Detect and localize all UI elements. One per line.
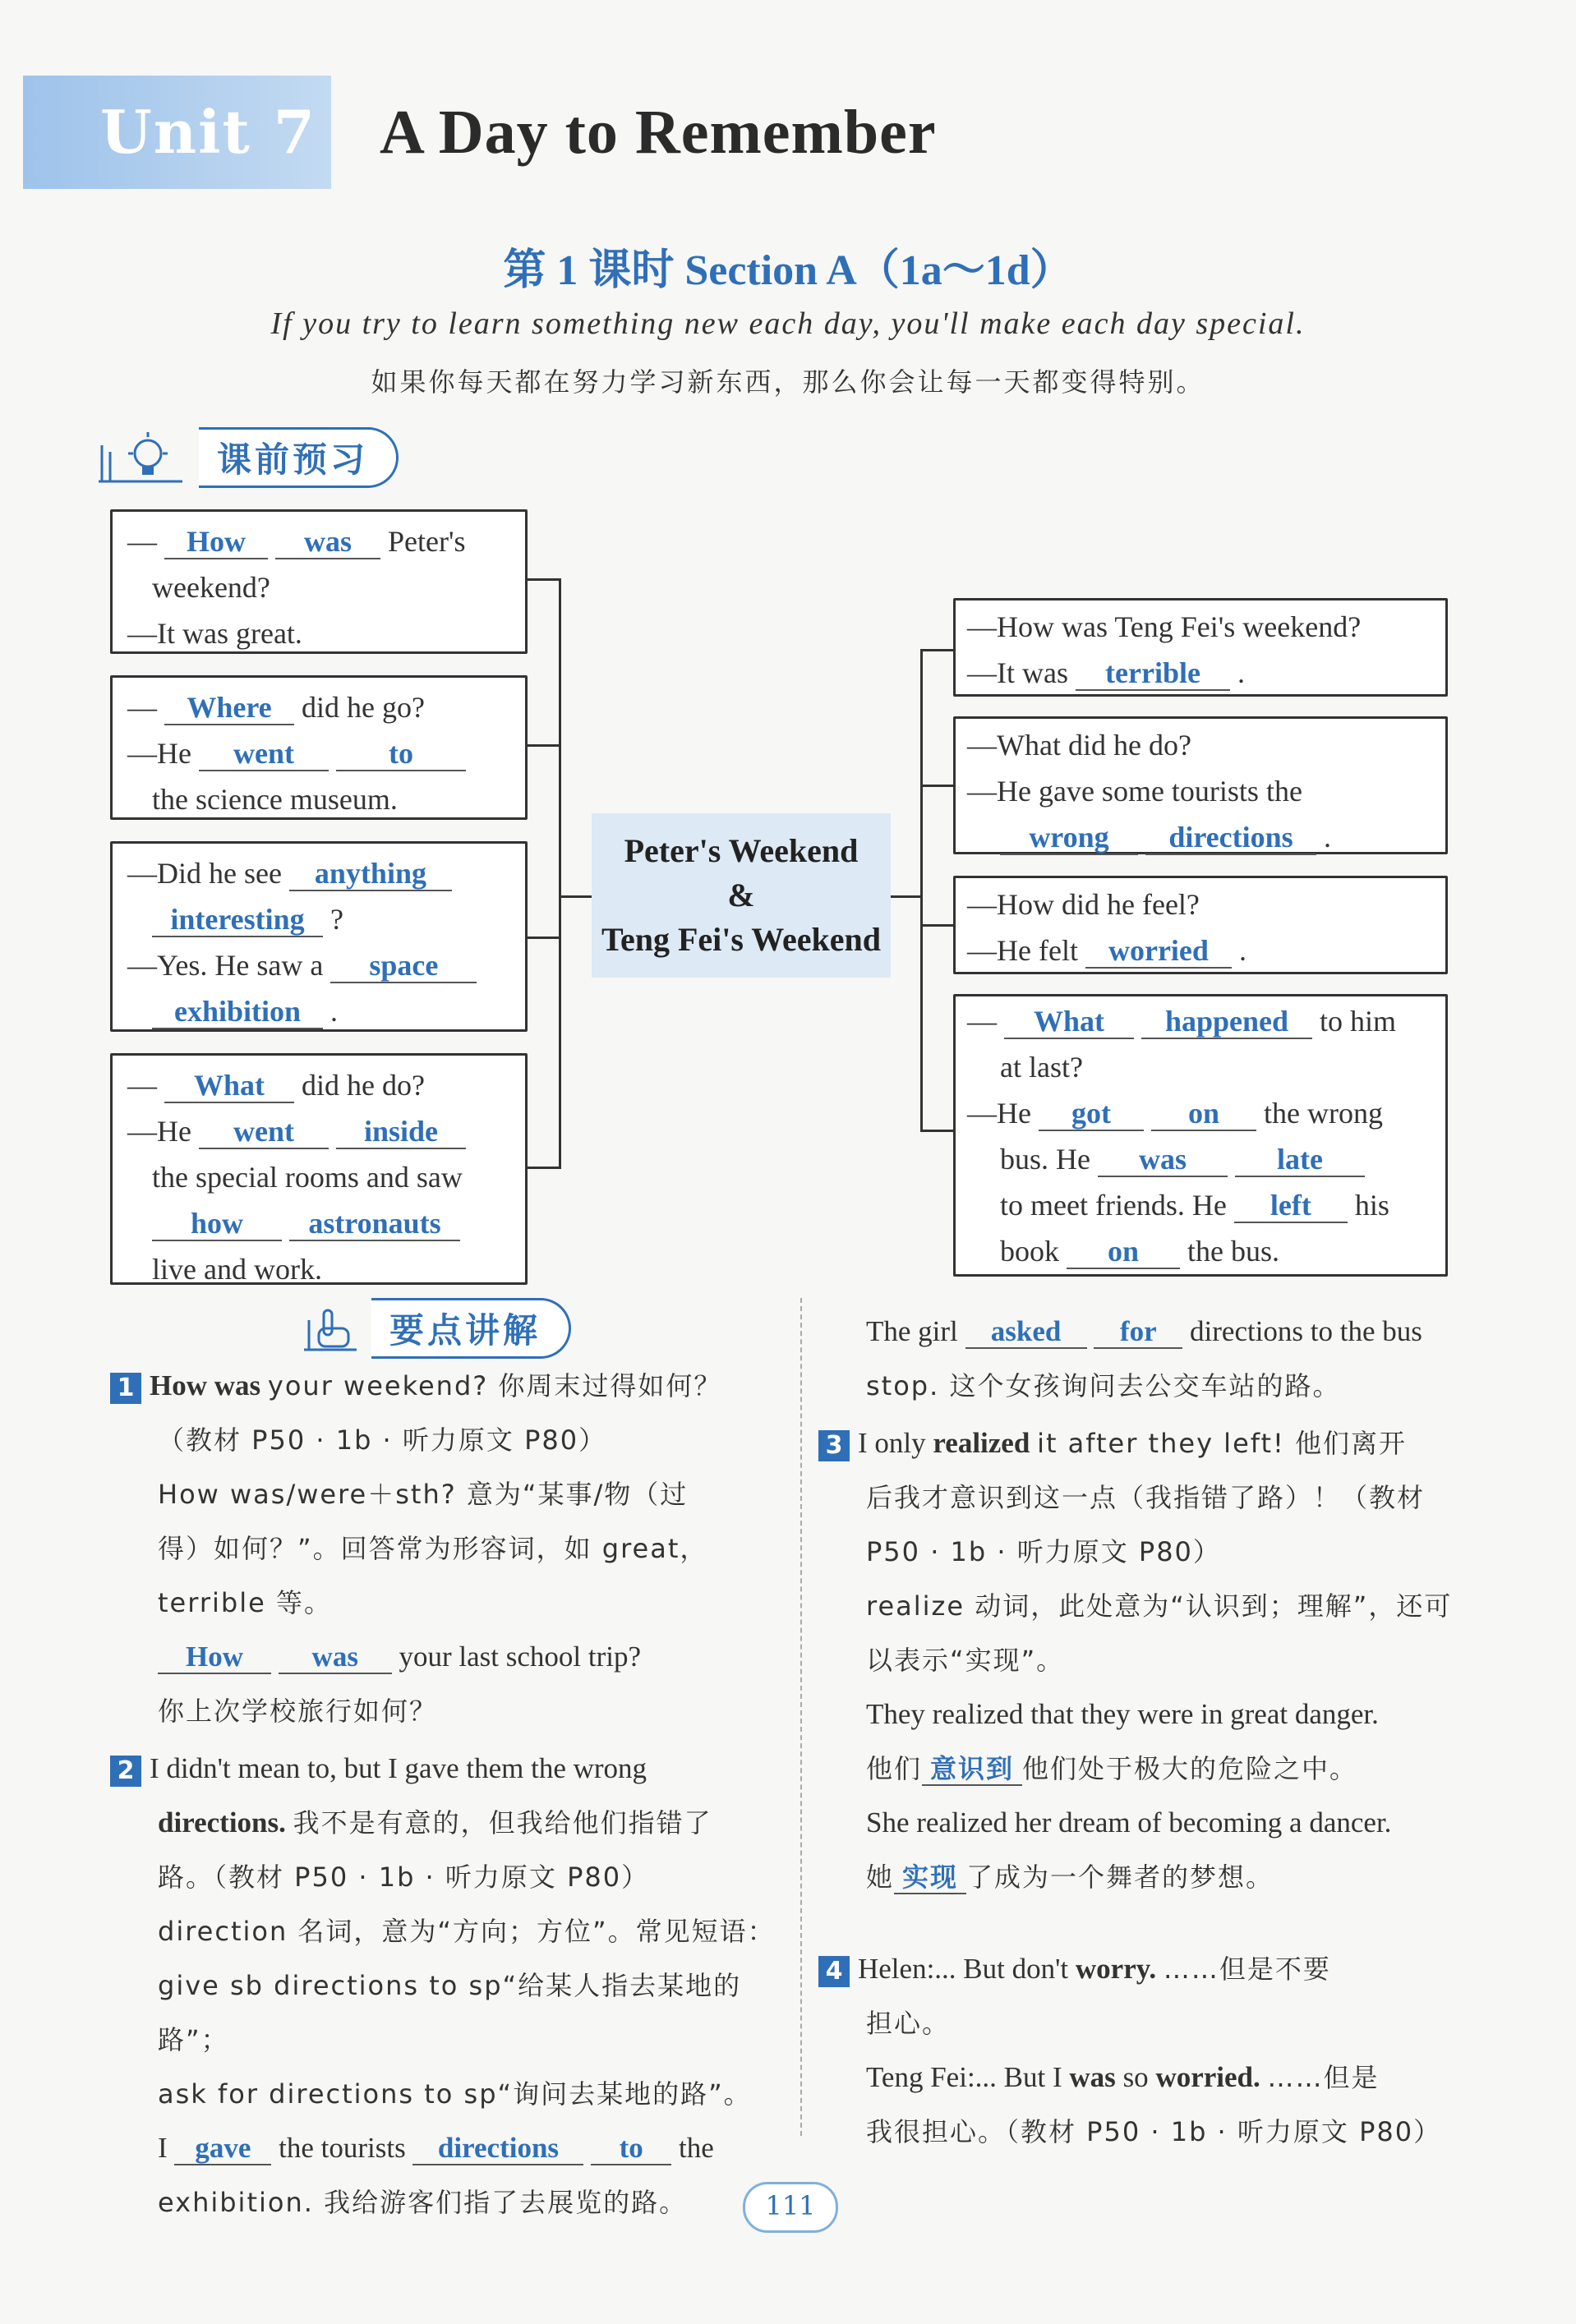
point-number-4: 4 [818, 1956, 850, 1987]
answer-blank: to [591, 2133, 671, 2165]
box-text: the science museum. [152, 783, 398, 816]
center-ampersand: & [727, 877, 755, 913]
box-text: to him [1320, 1005, 1397, 1038]
answer-blank: was [1098, 1144, 1228, 1177]
point-text: I didn't mean to, but I gave them the wrong [150, 1752, 647, 1784]
point-text: 了成为一个舞者的梦想。 [966, 1862, 1274, 1893]
answer-blank: astronauts [289, 1208, 460, 1241]
point-text: 她 [866, 1862, 895, 1893]
answer-blank: What [1004, 1006, 1134, 1039]
answer-blank: asked [965, 1317, 1087, 1349]
left-box-see-anything: —Did he see anything interesting ? —Yes. He saw a space exhibition . [110, 841, 528, 1032]
page-title: A Day to Remember [380, 98, 937, 167]
point-text: terrible 等。 [158, 1587, 332, 1618]
point-text: 得）如何？”。回答常为形容词，如 great， [158, 1533, 708, 1564]
answer-blank: 意识到 [922, 1753, 1022, 1786]
connector-line [920, 649, 953, 651]
point-text: ask for directions to sp“询问去某地的路”。 [158, 2078, 752, 2110]
box-text: did he do? [302, 1069, 425, 1102]
column-divider [800, 1298, 802, 2136]
point-text: 你上次学校旅行如何？ [158, 1696, 438, 1727]
box-text: the special rooms and saw [152, 1161, 463, 1194]
box-text: the wrong [1263, 1097, 1383, 1130]
answer-blank: went [199, 1116, 329, 1149]
box-text: did he go? [302, 691, 425, 724]
point-number-2: 2 [110, 1756, 141, 1787]
answer-blank: happened [1141, 1006, 1312, 1039]
right-box-feel: —How did he feel? —He felt worried . [953, 876, 1448, 974]
box-text: the bus. [1187, 1235, 1279, 1268]
box-text: book [1000, 1235, 1059, 1268]
point-text: I [158, 2132, 168, 2164]
connector-line [920, 1130, 953, 1132]
point-number-3: 3 [818, 1430, 850, 1461]
answer-blank: 实现 [894, 1862, 966, 1894]
right-box-happened: — What happened to him at last? —He got on the wrong bus. He was late to meet friends. He left his book on the bus. [953, 994, 1448, 1277]
answer-blank: What [164, 1070, 294, 1103]
right-box-tengfei-weekend: —How was Teng Fei's weekend? —It was terrible . [953, 598, 1448, 697]
answer-blank: inside [336, 1116, 466, 1149]
point-text: P50 · 1b · 听力原文 P80） [866, 1536, 1221, 1567]
connector-line [559, 578, 561, 1169]
quote-chinese: 如果你每天都在努力学习新东西，那么你会让每一天都变得特别。 [371, 366, 1205, 398]
point-text: 他们处于极大的危险之中。 [1022, 1753, 1358, 1784]
answer-blank: Where [164, 693, 294, 725]
center-title-tengfei: Teng Fei's Weekend [601, 921, 882, 958]
point-text: Teng Fei:... But I [866, 2061, 1062, 2093]
box-text: live and work. [152, 1253, 322, 1286]
key-phrase: realized [933, 1427, 1030, 1459]
connector-line [528, 1167, 560, 1169]
key-phrase: How was [150, 1369, 261, 1401]
answer-blank: left [1234, 1190, 1348, 1223]
center-title-peter: Peter's Weekend [624, 832, 859, 869]
pointing-hand-icon [302, 1304, 360, 1353]
point-text: 以表示“实现”。 [866, 1645, 1065, 1676]
box-text: Peter's [388, 525, 466, 558]
left-box-what-do: — What did he do? —He went inside the special rooms and saw how astronauts live and work. [110, 1053, 528, 1285]
answer-blank: anything [289, 858, 452, 891]
right-box-what-did-he-do: —What did he do? —He gave some tourists the wrong directions . [953, 716, 1448, 854]
box-text: —He gave some tourists the [967, 775, 1302, 808]
answer-blank: was [275, 527, 380, 559]
point-text: （教材 P50 · 1b · 听力原文 P80） [158, 1424, 607, 1456]
point-text: the [678, 2132, 714, 2164]
answer-blank: on [1151, 1098, 1256, 1131]
point-text: 后我才意识到这一点（我指错了路）！（教材 [866, 1482, 1426, 1513]
answer-blank: worried [1085, 936, 1232, 969]
connector-line [920, 924, 953, 927]
connector-line [920, 785, 953, 787]
answer-blank: got [1039, 1098, 1144, 1131]
box-text: —He [967, 1097, 1031, 1130]
lesson-title: 第 1 课时 Section A（1a～1d） [503, 247, 1073, 294]
point-text: directions to the bus [1190, 1315, 1422, 1347]
point-text: realize 动词，此处意为“认识到；理解”，还可 [866, 1590, 1453, 1622]
preview-section-title: 课前预习 [199, 427, 399, 488]
point-text: Helen:... But don't [858, 1953, 1069, 1985]
connector-line [528, 578, 560, 581]
point-text: 担心。 [866, 2008, 951, 2039]
quote-english: If you try to learn something new each day, you'll make each day special. [270, 306, 1306, 341]
point-text: your last school trip? [399, 1641, 642, 1673]
point-text: ……但是不要 [1163, 1954, 1331, 1985]
box-text: to meet friends. He [1000, 1189, 1227, 1222]
box-text: his [1354, 1189, 1389, 1222]
key-phrase: directions. [158, 1806, 286, 1838]
point-text: the tourists [279, 2132, 406, 2164]
answer-blank: for [1094, 1317, 1182, 1349]
key-phrase: was [1069, 2061, 1116, 2093]
answer-blank: exhibition [152, 996, 323, 1029]
answer-blank: to [336, 739, 466, 771]
point-1 [110, 1359, 784, 1738]
points-section-title: 要点讲解 [371, 1298, 571, 1359]
point-number-1: 1 [110, 1373, 141, 1404]
point-text: The girl [866, 1315, 958, 1347]
point-4 [818, 1942, 1492, 2159]
answer-blank: directions [1145, 822, 1316, 855]
point-3 [818, 1416, 1492, 1904]
point-2 [110, 1742, 784, 2230]
lightbulb-icon [97, 429, 187, 486]
point-text: stop. 这个女孩询问去公交车站的路。 [866, 1370, 1341, 1401]
connector-line [528, 937, 560, 939]
answer-blank: wrong [1000, 822, 1138, 855]
point-text: your weekend? 你周末过得如何？ [267, 1370, 722, 1401]
point-text: 我不是有意的，但我给他们指错了 [293, 1807, 712, 1838]
point-text: They realized that they were in great danger. [866, 1698, 1379, 1730]
answer-blank: was [279, 1642, 392, 1674]
point-text: 他们 [866, 1753, 923, 1784]
answer-blank: on [1067, 1236, 1180, 1269]
point-text: I only [858, 1427, 926, 1459]
answer-blank: gave [174, 2133, 271, 2165]
points-section-badge [302, 1298, 571, 1359]
answer-blank: went [199, 739, 329, 771]
point-text: 路。（教材 P50 · 1b · 听力原文 P80） [158, 1862, 650, 1893]
answer-blank: How [164, 527, 268, 559]
key-phrase: worry. [1075, 1953, 1157, 1985]
point-text: give sb directions to sp“给某人指去某地的路”； [158, 1970, 742, 2055]
answer-blank: terrible [1076, 658, 1230, 691]
point-text: 我很担心。（教材 P50 · 1b · 听力原文 P80） [866, 2116, 1442, 2147]
box-text: ? [330, 903, 343, 936]
point-text: direction 名词，意为“方向；方位”。常见短语： [158, 1916, 776, 1947]
point-text: ……但是 [1267, 2062, 1380, 2093]
point-2-continued [866, 1305, 1491, 1413]
point-text: How was/were＋sth? 意为“某事/物（过 [158, 1479, 689, 1510]
answer-blank: how [152, 1208, 282, 1241]
box-text: —It was great. [127, 617, 302, 650]
box-text: —It was [967, 656, 1068, 689]
box-text: at last? [1000, 1051, 1083, 1084]
box-text: bus. He [1000, 1143, 1090, 1176]
unit-label: Unit 7 [100, 97, 316, 167]
point-text: it after they left! 他们离开 [1037, 1428, 1408, 1459]
key-phrase: worried. [1155, 2061, 1260, 2093]
answer-blank: space [330, 950, 477, 983]
answer-blank: late [1235, 1144, 1365, 1177]
left-box-how-was-weekend: — How was Peter's weekend? —It was great. [110, 509, 528, 654]
answer-blank: How [158, 1642, 271, 1674]
mind-map-center [592, 813, 891, 978]
box-text: —Did he see [127, 857, 282, 890]
answer-blank: interesting [152, 904, 323, 937]
box-text: —Yes. He saw a [127, 949, 324, 982]
box-text: —How did he feel? [967, 888, 1200, 921]
connector-line [920, 649, 923, 1131]
box-text: weekend? [152, 571, 270, 604]
box-text: —He felt [967, 934, 1078, 967]
connector-line [559, 895, 592, 898]
left-box-where-go: — Where did he go? —He went to the science museum. [110, 675, 528, 820]
page-number: 111 [743, 2182, 838, 2233]
point-text: She realized her dream of becoming a dancer. [866, 1806, 1392, 1838]
connector-line [891, 895, 922, 898]
connector-line [528, 744, 560, 747]
answer-blank: directions [412, 2133, 583, 2165]
box-text: —What did he do? [967, 729, 1191, 762]
point-text: so [1122, 2061, 1149, 2093]
box-text: —How was Teng Fei's weekend? [967, 610, 1362, 643]
point-text: exhibition. 我给游客们指了去展览的路。 [158, 2187, 688, 2218]
preview-section-badge [97, 427, 399, 488]
